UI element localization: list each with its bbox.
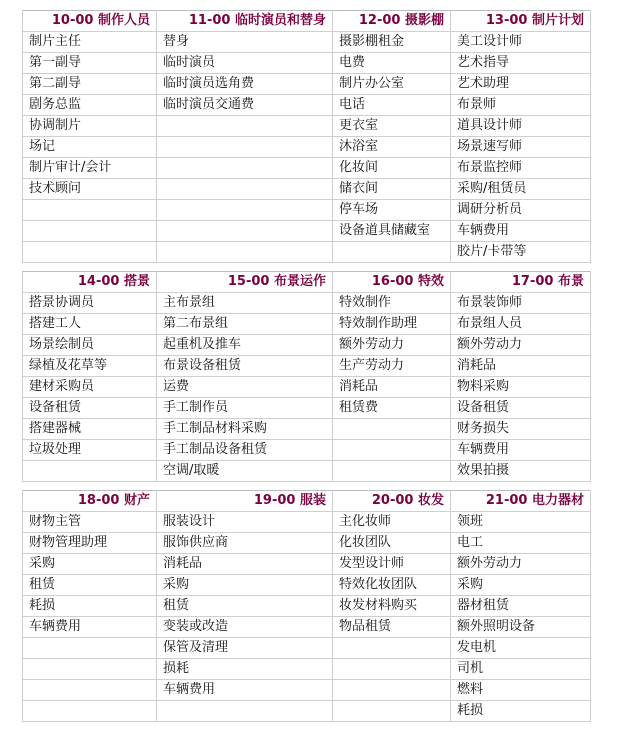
budget-item: 布景组人员 [451, 314, 591, 335]
budget-item: 协调制片 [23, 116, 157, 137]
budget-item: 临时演员交通费 [157, 95, 333, 116]
budget-item: 第二布景组 [157, 314, 333, 335]
budget-item: 主布景组 [157, 293, 333, 314]
budget-item: 技术顾问 [23, 179, 157, 200]
budget-item: 消耗品 [451, 356, 591, 377]
budget-item [333, 461, 451, 482]
budget-item [333, 701, 451, 722]
budget-item [23, 638, 157, 659]
budget-item: 设备道具储藏室 [333, 221, 451, 242]
budget-item: 艺术助理 [451, 74, 591, 95]
budget-item: 设备租赁 [23, 398, 157, 419]
budget-item: 特效制作 [333, 293, 451, 314]
budget-item: 空调/取暖 [157, 461, 333, 482]
table-row [23, 575, 591, 596]
category-header: 10-00 制作人员 [23, 11, 157, 32]
table-row [23, 116, 591, 137]
budget-item: 特效制作助理 [333, 314, 451, 335]
budget-section-3 [22, 490, 591, 722]
budget-item [23, 659, 157, 680]
budget-item: 发型设计师 [333, 554, 451, 575]
budget-item: 搭建器械 [23, 419, 157, 440]
budget-item [23, 242, 157, 263]
budget-item: 保管及清理 [157, 638, 333, 659]
budget-item [333, 638, 451, 659]
table-row [23, 335, 591, 356]
budget-item: 临时演员 [157, 53, 333, 74]
budget-item: 主化妆师 [333, 512, 451, 533]
budget-item [157, 158, 333, 179]
table-row [23, 419, 591, 440]
budget-item: 生产劳动力 [333, 356, 451, 377]
budget-item: 损耗 [157, 659, 333, 680]
budget-item: 燃料 [451, 680, 591, 701]
budget-item [157, 242, 333, 263]
budget-item: 布景监控师 [451, 158, 591, 179]
budget-section-2 [22, 271, 591, 482]
budget-item: 起重机及推车 [157, 335, 333, 356]
table-row [23, 314, 591, 335]
budget-item: 运费 [157, 377, 333, 398]
budget-item: 额外劳动力 [451, 335, 591, 356]
budget-item: 物品租赁 [333, 617, 451, 638]
table-row [23, 638, 591, 659]
table-row [23, 680, 591, 701]
table-row [23, 95, 591, 116]
budget-item: 场记 [23, 137, 157, 158]
category-header: 16-00 特效 [333, 272, 451, 293]
table-row [23, 398, 591, 419]
budget-item: 道具设计师 [451, 116, 591, 137]
budget-item: 制片审计/会计 [23, 158, 157, 179]
budget-item: 财物主管 [23, 512, 157, 533]
budget-item: 物料采购 [451, 377, 591, 398]
budget-item: 特效化妆团队 [333, 575, 451, 596]
budget-item: 额外劳动力 [451, 554, 591, 575]
table-row [23, 293, 591, 314]
table-row [23, 617, 591, 638]
budget-item: 停车场 [333, 200, 451, 221]
budget-section-1 [22, 10, 591, 263]
budget-item: 沐浴室 [333, 137, 451, 158]
budget-item: 布景设备租赁 [157, 356, 333, 377]
budget-item [333, 680, 451, 701]
table-row [23, 242, 591, 263]
budget-item: 服装设计 [157, 512, 333, 533]
budget-item [23, 701, 157, 722]
budget-item: 领班 [451, 512, 591, 533]
budget-item: 手工制品设备租赁 [157, 440, 333, 461]
category-header: 14-00 搭景 [23, 272, 157, 293]
table-row [23, 74, 591, 95]
budget-item: 车辆费用 [451, 440, 591, 461]
budget-item: 采购 [23, 554, 157, 575]
budget-item [157, 701, 333, 722]
budget-item: 布景师 [451, 95, 591, 116]
budget-item: 器材租赁 [451, 596, 591, 617]
budget-item: 搭建工人 [23, 314, 157, 335]
category-header: 20-00 妆发 [333, 491, 451, 512]
budget-item [333, 242, 451, 263]
budget-item [333, 419, 451, 440]
budget-item: 剧务总监 [23, 95, 157, 116]
budget-item: 第二副导 [23, 74, 157, 95]
table-row [23, 53, 591, 74]
budget-item: 服饰供应商 [157, 533, 333, 554]
section-header-row [23, 272, 591, 293]
budget-item [157, 137, 333, 158]
budget-item: 车辆费用 [23, 617, 157, 638]
budget-item: 车辆费用 [157, 680, 333, 701]
table-row [23, 32, 591, 53]
table-row [23, 158, 591, 179]
budget-item: 建材采购员 [23, 377, 157, 398]
category-header: 15-00 布景运作 [157, 272, 333, 293]
budget-item: 艺术指导 [451, 53, 591, 74]
budget-item: 耗损 [23, 596, 157, 617]
budget-item: 采购 [157, 575, 333, 596]
budget-item: 电费 [333, 53, 451, 74]
budget-item: 临时演员选角费 [157, 74, 333, 95]
table-row [23, 512, 591, 533]
budget-item: 化妆团队 [333, 533, 451, 554]
budget-item: 胶片/卡带等 [451, 242, 591, 263]
table-row [23, 200, 591, 221]
budget-item: 美工设计师 [451, 32, 591, 53]
budget-item: 租赁费 [333, 398, 451, 419]
budget-item: 储衣间 [333, 179, 451, 200]
budget-item: 消耗品 [333, 377, 451, 398]
table-row [23, 659, 591, 680]
category-header: 13-00 制片计划 [451, 11, 591, 32]
budget-item: 制片办公室 [333, 74, 451, 95]
budget-item: 租赁 [23, 575, 157, 596]
budget-item: 搭景协调员 [23, 293, 157, 314]
budget-item: 绿植及花草等 [23, 356, 157, 377]
budget-item: 租赁 [157, 596, 333, 617]
table-row [23, 221, 591, 242]
budget-item: 车辆费用 [451, 221, 591, 242]
budget-item [157, 116, 333, 137]
budget-item: 垃圾处理 [23, 440, 157, 461]
table-row [23, 179, 591, 200]
budget-item: 手工制品材料采购 [157, 419, 333, 440]
budget-item [157, 221, 333, 242]
budget-item: 额外劳动力 [333, 335, 451, 356]
table-row [23, 356, 591, 377]
budget-item: 采购/租赁员 [451, 179, 591, 200]
section-header-row [23, 491, 591, 512]
budget-item: 手工制作员 [157, 398, 333, 419]
budget-item: 电话 [333, 95, 451, 116]
budget-item [333, 659, 451, 680]
budget-item: 耗损 [451, 701, 591, 722]
budget-item: 发电机 [451, 638, 591, 659]
budget-item [23, 461, 157, 482]
table-row [23, 377, 591, 398]
budget-item: 采购 [451, 575, 591, 596]
budget-item [157, 179, 333, 200]
budget-item: 消耗品 [157, 554, 333, 575]
budget-item: 设备租赁 [451, 398, 591, 419]
budget-item: 妆发材料购买 [333, 596, 451, 617]
budget-item: 化妆间 [333, 158, 451, 179]
budget-item: 第一副导 [23, 53, 157, 74]
budget-item: 制片主任 [23, 32, 157, 53]
budget-item: 财物管理助理 [23, 533, 157, 554]
table-row [23, 137, 591, 158]
table-row [23, 533, 591, 554]
budget-item: 效果拍摄 [451, 461, 591, 482]
budget-item [23, 200, 157, 221]
section-header-row [23, 11, 591, 32]
category-header: 21-00 电力器材 [451, 491, 591, 512]
budget-item: 替身 [157, 32, 333, 53]
budget-item: 摄影棚租金 [333, 32, 451, 53]
budget-item: 调研分析员 [451, 200, 591, 221]
budget-item [23, 680, 157, 701]
category-header: 18-00 财产 [23, 491, 157, 512]
budget-item [157, 200, 333, 221]
budget-item: 变装或改造 [157, 617, 333, 638]
table-row [23, 701, 591, 722]
budget-item: 更衣室 [333, 116, 451, 137]
table-row [23, 461, 591, 482]
budget-item: 场景速写师 [451, 137, 591, 158]
category-header: 17-00 布景 [451, 272, 591, 293]
budget-item: 场景绘制员 [23, 335, 157, 356]
budget-item: 司机 [451, 659, 591, 680]
budget-item: 额外照明设备 [451, 617, 591, 638]
table-row [23, 554, 591, 575]
category-header: 19-00 服装 [157, 491, 333, 512]
budget-item: 财务损失 [451, 419, 591, 440]
table-row [23, 440, 591, 461]
budget-item [333, 440, 451, 461]
budget-item: 布景装饰师 [451, 293, 591, 314]
table-row [23, 596, 591, 617]
budget-item [23, 221, 157, 242]
category-header: 11-00 临时演员和替身 [157, 11, 333, 32]
budget-item: 电工 [451, 533, 591, 554]
category-header: 12-00 摄影棚 [333, 11, 451, 32]
